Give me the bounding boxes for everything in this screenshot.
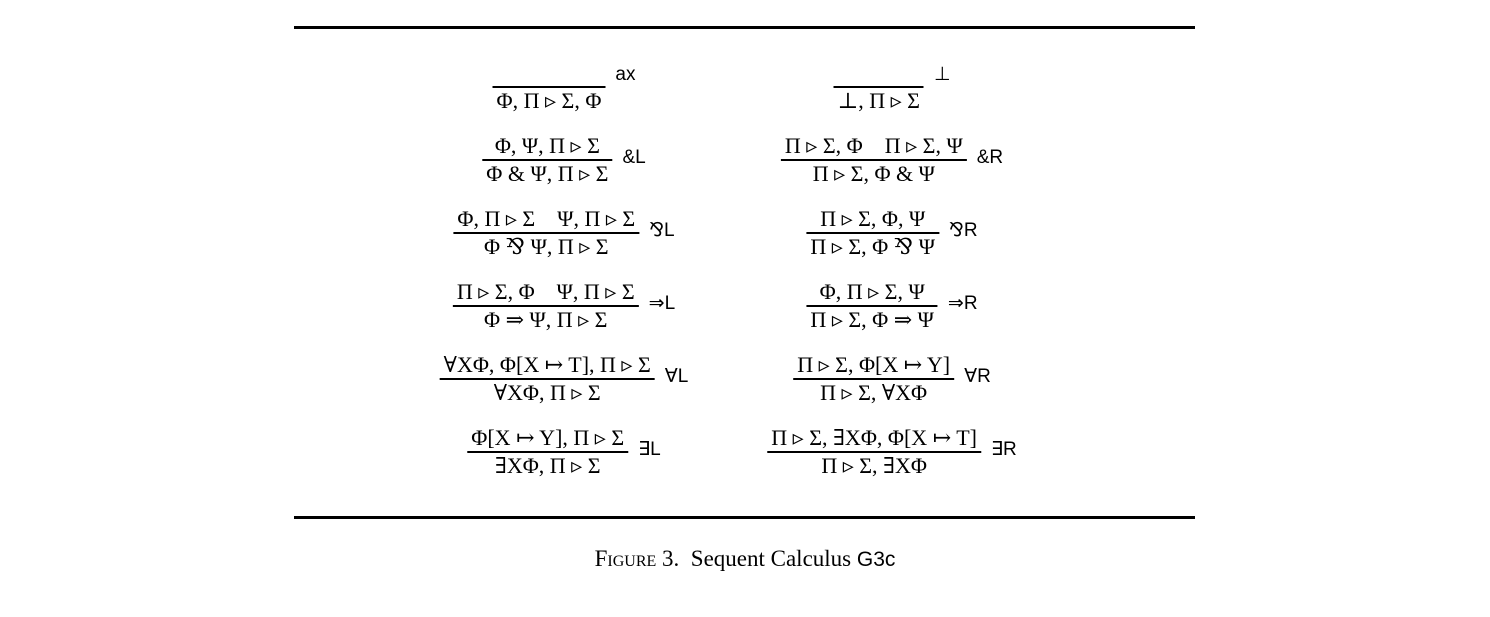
conclusion: Π ▹ Σ, ∃XΦ [821,452,927,478]
inference-rule-par-right [806,206,977,260]
rule-row [294,60,1195,133]
rule-name: ⇒R [947,293,978,315]
rule-name: ax [615,63,636,85]
inference-rule-bottom [834,60,951,114]
rule-row [294,206,1195,279]
premise: Φ, Π ▹ Σ Ψ, Π ▹ Σ [457,206,636,231]
premise [872,60,886,86]
inference-rule-implies-left [453,279,675,333]
conclusion: Φ ⅋ Ψ, Π ▹ Σ [483,233,609,259]
conclusion: Φ, Π ▹ Σ, Φ [496,87,602,113]
bottom-rule [294,516,1195,519]
conclusion: Π ▹ Σ, Φ ⅋ Ψ [810,233,936,259]
premise: ∀XΦ, Φ[X ↦ T], Π ▹ Σ [443,352,651,377]
inference-rule-par-left [453,206,674,260]
conclusion: Π ▹ Σ, ∀XΦ [820,379,928,405]
rule-name: ∃L [638,439,661,461]
inference-rule-implies-right [806,279,977,333]
inference-rule-and-right [781,133,1003,187]
conclusion: ∀XΦ, Π ▹ Σ [493,379,601,405]
rule-name: ⅋L [649,220,675,242]
rule-row [294,133,1195,206]
top-rule [294,26,1195,29]
rule-name: &R [976,146,1004,168]
figure-label: Figure 3. [594,546,680,571]
rule-row [294,425,1195,498]
premise [542,60,556,86]
rule-name: ⇒L [648,293,676,315]
premise: Π ▹ Σ, Φ Ψ, Π ▹ Σ [456,279,635,304]
conclusion: ∃XΦ, Π ▹ Σ [494,452,601,478]
figure-title: Sequent Calculus [690,546,852,571]
premise: Π ▹ Σ, Φ[X ↦ Y] [797,352,951,377]
rule-row [294,352,1195,425]
premise: Φ, Ψ, Π ▹ Σ [494,133,600,158]
inference-rule-forall-right [793,352,991,406]
inference-rule-forall-left [440,352,689,406]
conclusion: ⊥, Π ▹ Σ [837,87,920,113]
rule-name: &L [622,146,646,168]
rule-row [294,279,1195,352]
rule-name: ⅋R [949,220,978,242]
inference-rule-exists-left [467,425,660,479]
premise: Π ▹ Σ, Φ, Ψ [820,206,926,231]
conclusion: Π ▹ Σ, Φ & Ψ [812,160,935,186]
inference-rule-exists-right [767,425,1016,479]
calculus-name: G3c [856,548,896,571]
premise: Φ, Π ▹ Σ, Ψ [819,279,925,304]
inference-rules-grid [294,60,1195,498]
rule-name: ∀L [664,366,689,388]
conclusion: Π ▹ Σ, Φ ⇒ Ψ [810,306,934,332]
conclusion: Φ ⇒ Ψ, Π ▹ Σ [484,306,608,332]
conclusion: Φ & Ψ, Π ▹ Σ [486,160,609,186]
figure-caption [0,546,1490,572]
inference-rule-ax [493,60,636,114]
premise: Π ▹ Σ, Φ Π ▹ Σ, Ψ [784,133,963,158]
rule-name: ∀R [964,366,991,388]
rule-name: ⊥ [933,64,951,86]
inference-rule-and-left [482,133,645,187]
premise: Π ▹ Σ, ∃XΦ, Φ[X ↦ T] [771,425,977,450]
rule-name: ∃R [991,439,1017,461]
premise: Φ[X ↦ Y], Π ▹ Σ [471,425,625,450]
